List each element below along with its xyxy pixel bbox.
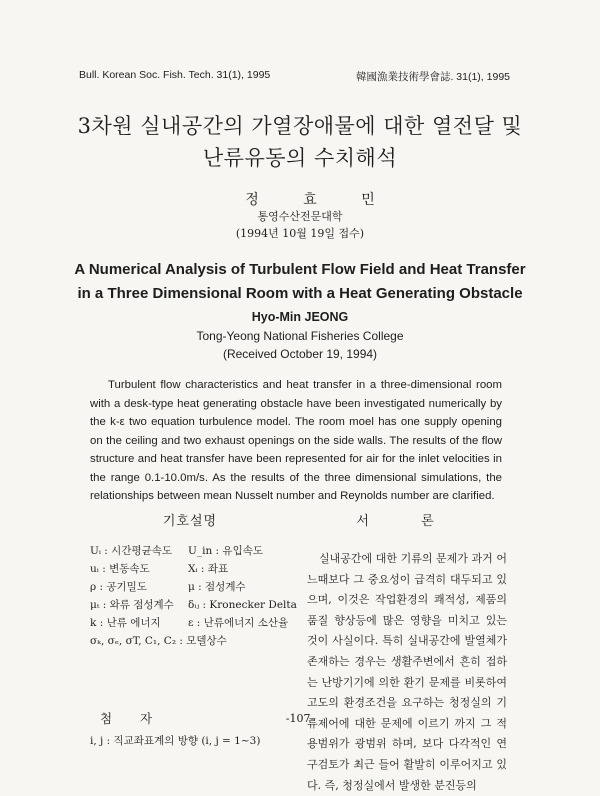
subscript-heading: 첨 자 (100, 711, 165, 726)
english-title (0, 258, 600, 306)
intro-heading: 서 론 (356, 514, 458, 529)
nomenclature-heading: 기호설명 (162, 514, 218, 529)
nomenclature-column (90, 510, 290, 529)
intro-text: 실내공간에 대한 기류의 문제가 과거 어느때보다 그 중요성이 급격히 대두되고 있으며, 이것은 작업환경의 쾌적성, 제품의 품질 향상등에 많은 영향을 미치고 있는 것이 사실이다. 특히 실내공간에 발열체가 존재하는 경우는 생활주변에서 흔히 접하는 난방기기에 의한 환기 문제를 비롯하여 고도의 환경조건을 요구하는 청정실의 기류제어에 대한 문제에 이르기 까지 그 적용범위가 광범위 하며, 보다 다각적인 연구검토가 최근 들어 활발히 이루어지고 있다. 즉, 청정실에서 발생한 분진등의 (307, 552, 507, 792)
korean-author: 정 효 민 (245, 192, 395, 208)
korean-affiliation: 통영수산전문대학 (257, 210, 343, 223)
english-received: (Received October 19, 1994) (222, 347, 378, 361)
english-author: Hyo-Min JEONG (251, 310, 349, 324)
korean-title (0, 110, 600, 174)
korean-title-line1: 3차원 실내공간의 가열장애물에 대한 열전달 및 (77, 114, 523, 138)
nomenclature-row: μₜ : 와류 점성계수 δᵢⱼ : Kronecker Delta (90, 599, 297, 611)
korean-received: (1994년 10월 19일 접수) (235, 227, 365, 240)
page-number: -107- (285, 712, 315, 725)
intro-column (307, 510, 507, 796)
nomenclature-row: ρ : 공기밀도 μ : 점성계수 (90, 581, 246, 593)
english-title-line2: in a Three Dimensional Room with a Heat Generating Obstacle (77, 285, 523, 302)
english-affiliation: Tong-Yeong National Fisheries College (196, 329, 404, 343)
nomenclature-list (90, 542, 300, 650)
journal-header-right: 韓國漁業技術學會誌. 31(1), 1995 (355, 71, 510, 83)
nomenclature-row: σₖ, σₑ, σT, C₁, C₂ : 모델상수 (90, 635, 227, 647)
korean-title-line2: 난류유동의 수치해석 (202, 146, 398, 170)
nomenclature-row: k : 난류 에너지 ε : 난류에너지 소산율 (90, 617, 289, 629)
english-title-line1: A Numerical Analysis of Turbulent Flow Field and Heat Transfer (74, 261, 526, 278)
abstract: Turbulent flow characteristics and heat transfer in a three-dimensional room with a desk-type heat generating obstacle have been investigated numerically by the k-ε two equation turbulence model. The room moel has one supply opening on the ceiling and two exhaust openings on the side walls. The results of the flow structure and heat transfer have been represented for air for the inlet velocities in the range 0.1-10.0m/s. As the results of the three dimensional simulations, the relationships between mean Nusselt number and Reynolds number are clarified. (90, 379, 502, 502)
journal-header-left: Bull. Korean Soc. Fish. Tech. 31(1), 1995 (79, 69, 271, 81)
subscript-definition: i, j : 직교좌표계의 방향 (i, j = 1~3) (90, 735, 261, 747)
nomenclature-row: Uᵢ : 시간평균속도 U_in : 유입속도 (90, 545, 264, 557)
nomenclature-row: uᵢ : 변동속도 Xᵢ : 좌표 (90, 563, 229, 575)
